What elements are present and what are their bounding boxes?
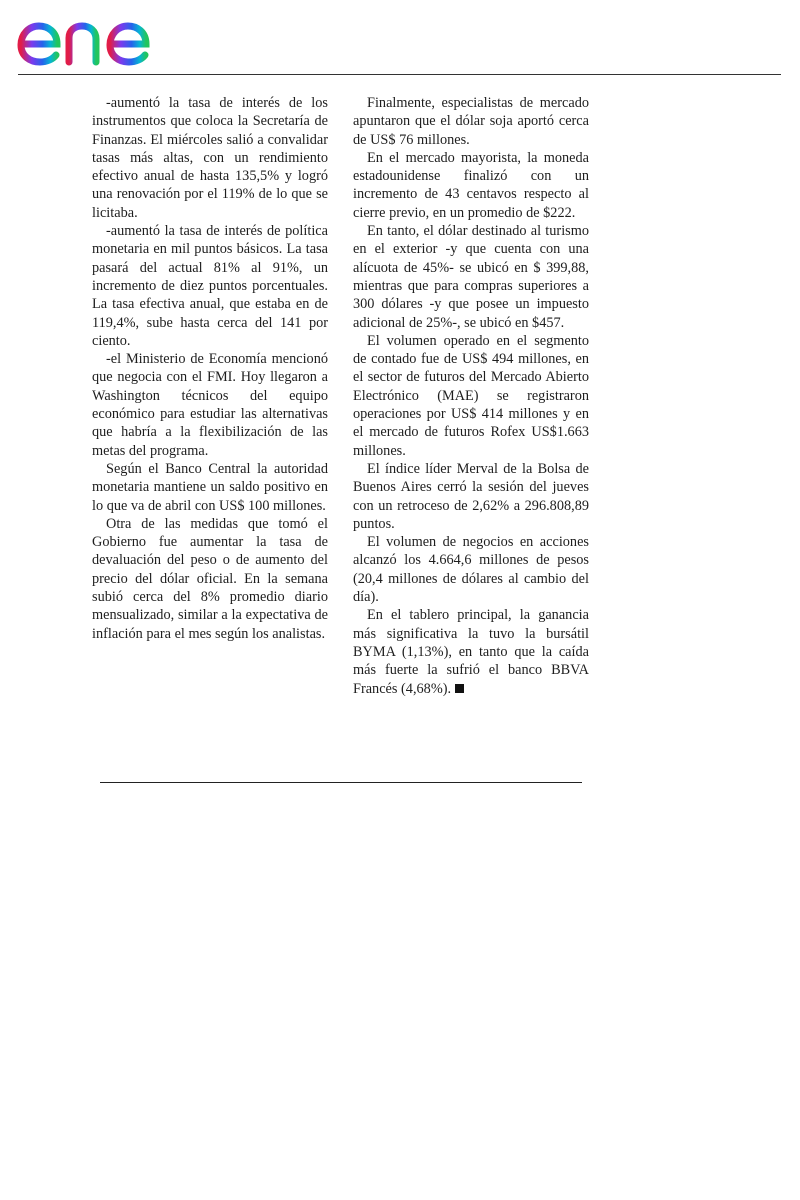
paragraph: El índice líder Merval de la Bolsa de Buenos Aires cerró la sesión del jueves con un retroceso de 2,62% a 296.808,89 puntos.: [353, 460, 589, 532]
paragraph: -el Ministerio de Economía mencionó que negocia con el FMI. Hoy llegaron a Washington técnicos del equipo económico para estudiar las alternativas que habría a la flexibilización de las metas del programa.: [92, 351, 328, 459]
footer-divider: [100, 782, 582, 783]
paragraph: -aumentó la tasa de interés de política monetaria en mil puntos básicos. La tasa pasará del actual 81% al 91%, un incremento de diez puntos porcentuales. La tasa efectiva anual, que estaba en de 119,4%, sube hasta cerca del 141 por ciento.: [92, 223, 328, 349]
paragraph: Otra de las medidas que tomó el Gobierno fue aumentar la tasa de devaluación del peso o de aumento del precio del dólar oficial. En la semana subió cerca del 8% promedio diario mensualizado, similar a la expectativa de inflación para el mes según los analistas.: [92, 515, 328, 642]
paragraph: En tanto, el dólar destinado al turismo en el exterior -y que cuenta con una alícuota de 45%- se ubicó en $ 399,88, mientras que para compras superiores a 300 dólares -y que posee un impuesto adicional de 25%-, se ubicó en $457.: [353, 223, 589, 331]
paragraph: El volumen operado en el segmento de contado fue de US$ 494 millones, en el sector de futuros del Mercado Abierto Electrónico (MAE) se registraron operaciones por US$ 414 millones y en el mercado de futuros Rofex US$1.663 millones.: [353, 332, 589, 459]
paragraph-text: En el tablero principal, la ganancia más significativa la tuvo la bursátil BYMA (1,13%), en tanto que la caída más fuerte la sufrió el banco BBVA Francés (4,68%).: [353, 607, 589, 697]
header-divider: [18, 74, 781, 75]
paragraph: En el mercado mayorista, la moneda estadounidense finalizó con un incremento de 43 centavos respecto al cierre previo, en un promedio de $222.: [353, 149, 589, 221]
article-column-left: [92, 94, 328, 643]
enel-logo: [16, 4, 181, 68]
paragraph: Finalmente, especialistas de mercado apuntaron que el dólar soja aportó cerca de US$ 76 millones.: [353, 95, 589, 148]
end-of-article-mark: [455, 684, 464, 693]
paragraph: [353, 606, 589, 697]
paragraph: El volumen de negocios en acciones alcanzó los 4.664,6 millones de pesos (20,4 millones de dólares al cambio del día).: [353, 534, 589, 606]
article-column-right: [353, 94, 589, 698]
paragraph: Según el Banco Central la autoridad monetaria mantiene un saldo positivo en lo que va de abril con US$ 100 millones.: [92, 460, 328, 514]
enel-logo-graphic: [16, 4, 181, 68]
paragraph: -aumentó la tasa de interés de los instrumentos que coloca la Secretaría de Finanzas. El miércoles salió a convalidar tasas más altas, con un rendimiento efectivo anual de hasta 135,5% y logró una renovación por el 119% de lo que se licitaba.: [92, 95, 328, 221]
